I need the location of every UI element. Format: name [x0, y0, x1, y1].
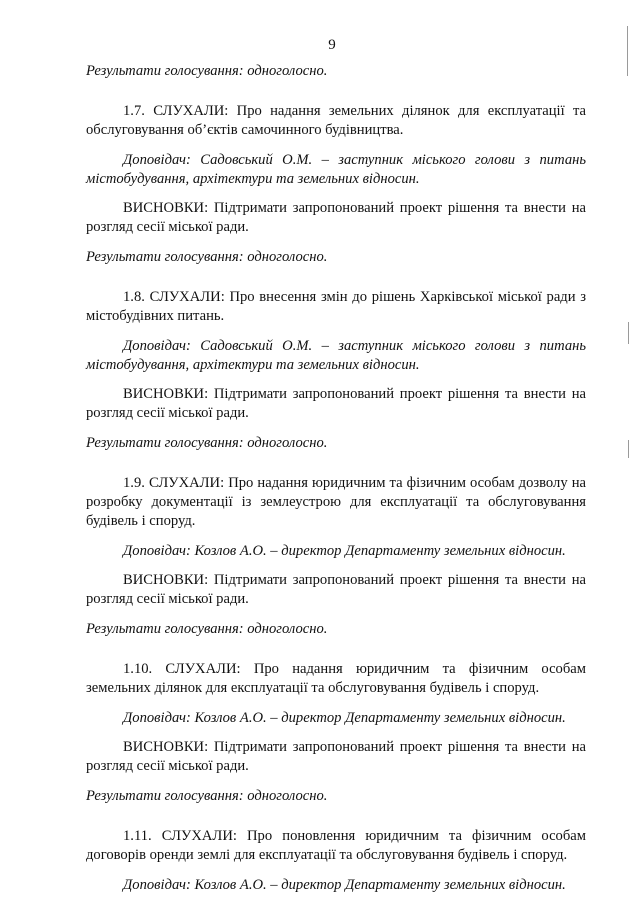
heard-1-10: 1.10. СЛУХАЛИ: Про надання юридичним та фізичним особам земельних ділянок для експлуатації та обслуговування будівель і споруд.	[86, 661, 586, 696]
scan-edge-mark	[627, 26, 628, 76]
speaker-1-8: Доповідач: Садовський О.М. – заступник міського голови з питань містобудування, архітектури та земельних відносин.	[86, 338, 586, 373]
item-1-8	[86, 288, 586, 453]
voting-result-1-9: Результати голосування: одноголосно.	[86, 621, 328, 637]
heard-1-11: 1.11. СЛУХАЛИ: Про поновлення юридичним та фізичним особам договорів оренди землі для експлуатації та обслуговування будівель і споруд.	[86, 828, 586, 863]
speaker-1-11: Доповідач: Козлов А.О. – директор Департаменту земельних відносин.	[123, 877, 566, 893]
voting-result-1-10: Результати голосування: одноголосно.	[86, 788, 328, 804]
page-number: 9	[328, 37, 336, 53]
scan-edge-mark	[628, 440, 629, 458]
document-body	[86, 62, 586, 905]
conclusion-1-7: ВИСНОВКИ: Підтримати запропонований проект рішення та внести на розгляд сесії міської ради.	[86, 200, 586, 235]
item-1-10	[86, 660, 586, 806]
heard-1-8: 1.8. СЛУХАЛИ: Про внесення змін до рішень Харківської міської ради з містобудівних питань.	[86, 289, 586, 324]
heard-1-7: 1.7. СЛУХАЛИ: Про надання земельних ділянок для експлуатації та обслуговування об’єктів самочинного будівництва.	[86, 103, 586, 138]
item-1-11	[86, 827, 586, 895]
item-1-9	[86, 474, 586, 639]
conclusion-1-10: ВИСНОВКИ: Підтримати запропонований проект рішення та внести на розгляд сесії міської ради.	[86, 739, 586, 774]
heard-1-9: 1.9. СЛУХАЛИ: Про надання юридичним та фізичним особам дозволу на розробку документації із землеустрою для експлуатації та обслуговування будівель і споруд.	[86, 475, 586, 529]
speaker-1-9: Доповідач: Козлов А.О. – директор Департаменту земельних відносин.	[123, 543, 566, 559]
speaker-1-7: Доповідач: Садовський О.М. – заступник міського голови з питань містобудування, архітектури та земельних відносин.	[86, 152, 586, 187]
voting-result-1-7: Результати голосування: одноголосно.	[86, 249, 328, 265]
conclusion-1-8: ВИСНОВКИ: Підтримати запропонований проект рішення та внести на розгляд сесії міської ради.	[86, 386, 586, 421]
speaker-1-10: Доповідач: Козлов А.О. – директор Департаменту земельних відносин.	[123, 710, 566, 726]
voting-result-1-6: Результати голосування: одноголосно.	[86, 63, 328, 79]
voting-result-1-8: Результати голосування: одноголосно.	[86, 435, 328, 451]
scan-edge-mark	[628, 322, 629, 344]
item-1-7	[86, 102, 586, 267]
conclusion-1-9: ВИСНОВКИ: Підтримати запропонований проект рішення та внести на розгляд сесії міської ради.	[86, 572, 586, 607]
